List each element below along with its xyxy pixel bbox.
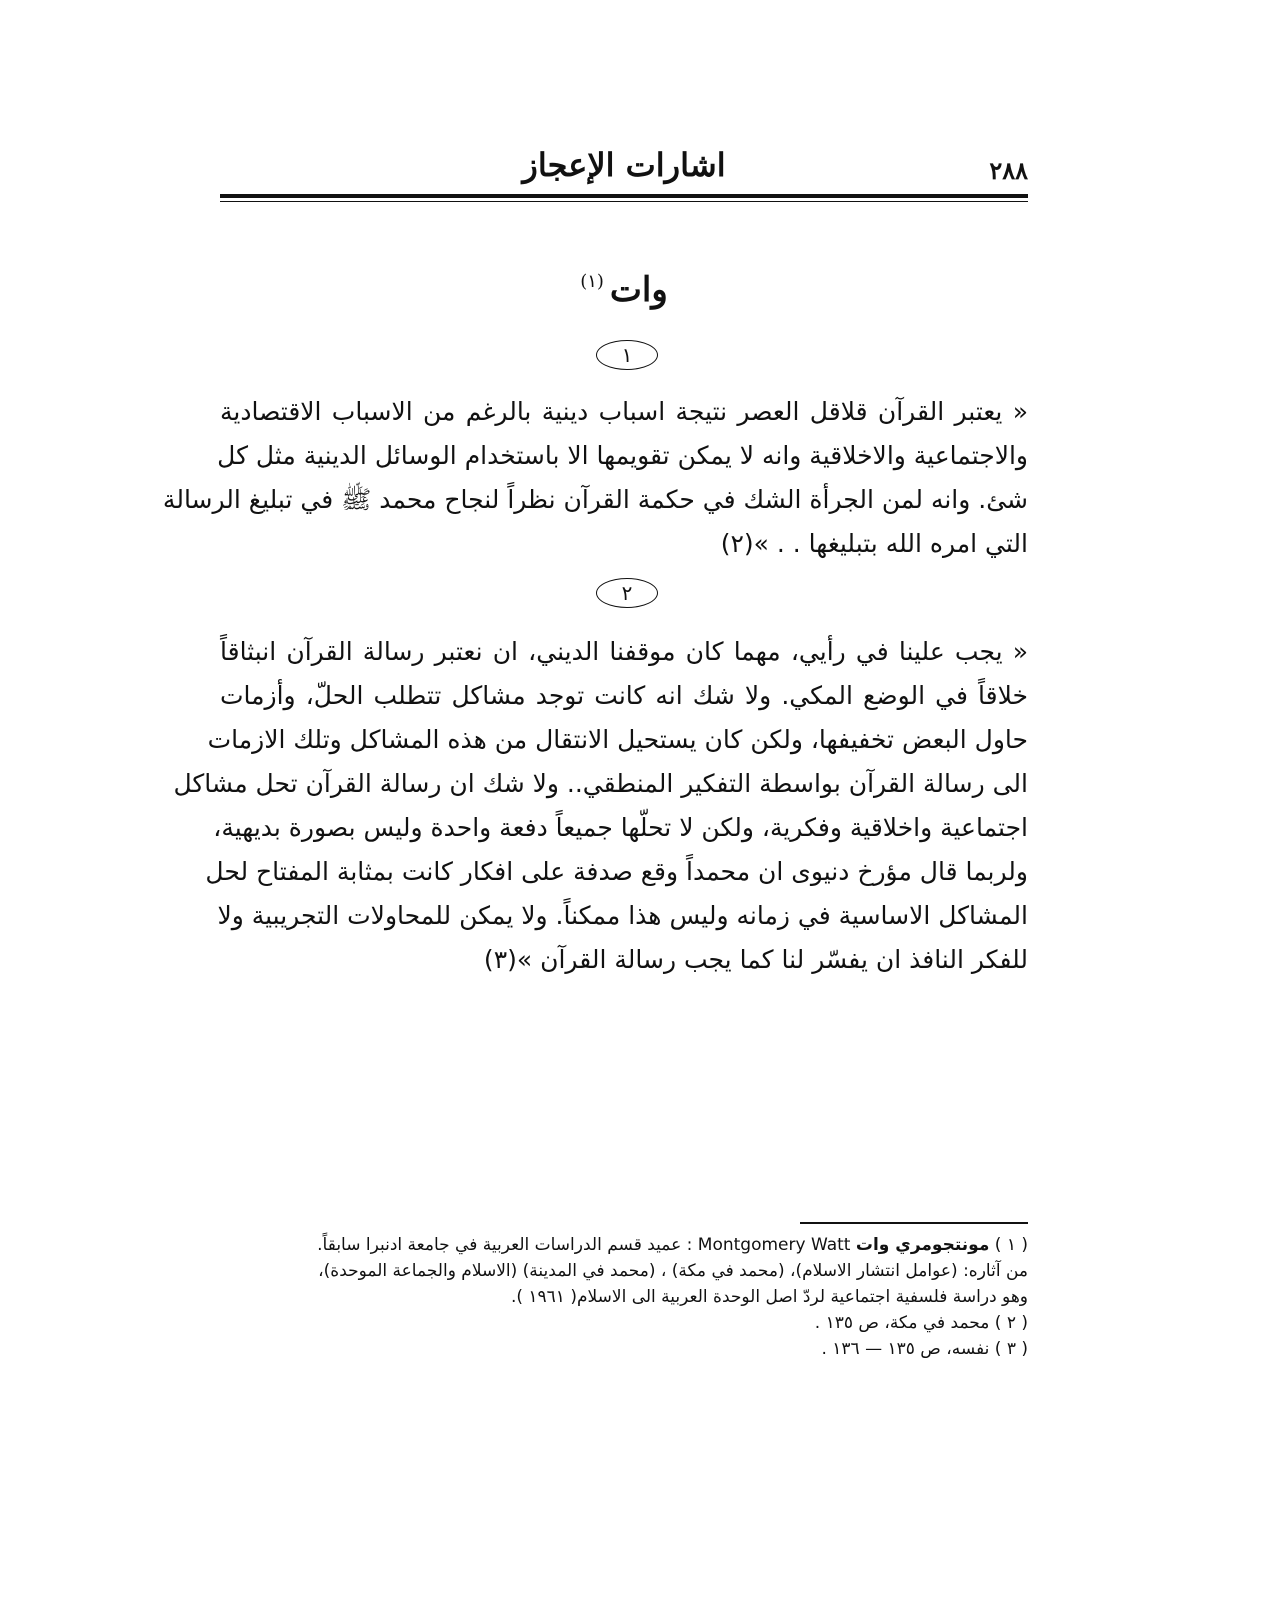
footnotes: [220, 1232, 1028, 1362]
footnote-2: ( ٢ ) محمد في مكة، ص ١٣٥ .: [814, 1313, 1028, 1333]
footnote-1: [220, 1232, 1028, 1258]
footnote-1-number: ( ١ ): [989, 1235, 1028, 1255]
quote-line: التي امره الله بتبليغها . . »(٢): [720, 529, 1028, 558]
running-title: اشارات الإعجاز: [522, 146, 726, 184]
footnote-3: ( ٣ ) نفسه، ص ١٣٥ — ١٣٦ .: [821, 1339, 1028, 1359]
footnote-1-name-en: Montgomery Watt: [697, 1235, 851, 1255]
footnote-rule: [800, 1222, 1028, 1224]
footnote-1-text: : عميد قسم الدراسات العربية في جامعة ادنبرا سابقاً.: [317, 1235, 693, 1255]
section-title-text: وات: [609, 270, 668, 310]
quote-line: « يجب علينا في رأيي، مهما كان موقفنا الديني، ان نعتبر رسالة القرآن انبثاقاً: [220, 637, 1028, 666]
quote-line: اجتماعية واخلاقية وفكرية، ولكن لا تحلّها جميعاً دفعة واحدة وليس بصورة بديهية،: [213, 813, 1028, 842]
section-footnote-ref: (١): [580, 271, 604, 292]
header-rule-thin: [220, 201, 1028, 202]
footnote-1-line-2: من آثاره: (عوامل انتشار الاسلام)، (محمد في مكة) ، (محمد في المدينة) (الاسلام والجماعة الموحدة)،: [318, 1261, 1028, 1281]
section-title: [220, 270, 1028, 310]
quote-marker-1: ١: [596, 340, 658, 370]
quote-line: « يعتبر القرآن قلاقل العصر نتيجة اسباب دينية بالرغم من الاسباب الاقتصادية: [220, 397, 1028, 426]
page-number: ٢٨٨: [989, 156, 1028, 185]
quote-line: المشاكل الاساسية في زمانه وليس هذا ممكناً. ولا يمكن للمحاولات التجريبية ولا: [217, 901, 1028, 930]
quote-line: للفكر النافذ ان يفسّر لنا كما يجب رسالة القرآن »(٣): [483, 945, 1028, 974]
header-rule-thick: [220, 194, 1028, 198]
quote-marker-2: ٢: [596, 578, 658, 608]
quote-line: والاجتماعية والاخلاقية وانه لا يمكن تقويمها الا باستخدام الوسائل الدينية مثل كل: [217, 441, 1028, 470]
quote-line: شئ. وانه لمن الجرأة الشك في حكمة القرآن نظراً لنجاح محمد ﷺ في تبليغ الرسالة: [162, 485, 1028, 514]
quote-line: حاول البعض تخفيفها، ولكن كان يستحيل الانتقال من هذه المشاكل وتلك الازمات: [207, 725, 1028, 754]
quote-line: ولربما قال مؤرخ دنيوى ان محمداً وقع صدفة على افكار كانت بمثابة المفتاح لحل: [205, 857, 1028, 886]
quote-paragraph-1: [162, 390, 1028, 566]
footnote-1-name-ar: مونتجومري وات: [855, 1235, 990, 1255]
quote-line: خلاقاً في الوضع المكي. ولا شك انه كانت توجد مشاكل تتطلب الحلّ، وأزمات: [220, 681, 1028, 710]
quote-line: الى رسالة القرآن بواسطة التفكير المنطقي.. ولا شك ان رسالة القرآن تحل مشاكل: [173, 769, 1028, 798]
footnote-1-line-3: وهو دراسة فلسفية اجتماعية لردّ اصل الوحدة العربية الى الاسلام( ١٩٦١ ).: [510, 1287, 1028, 1307]
page-header: [220, 140, 1028, 188]
quote-paragraph-2: [173, 630, 1028, 982]
